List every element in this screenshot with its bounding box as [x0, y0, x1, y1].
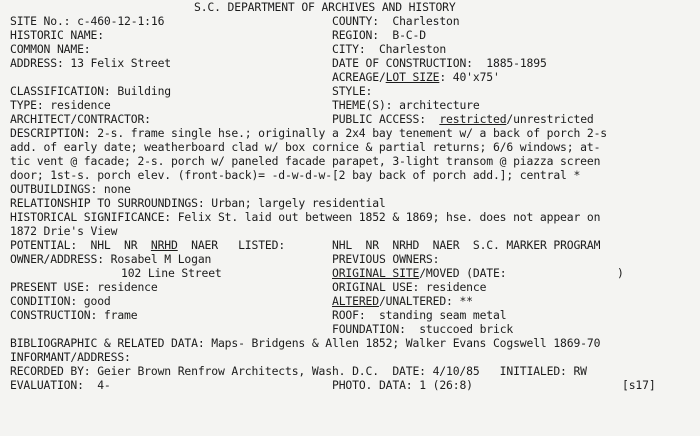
original-site-close: )	[617, 266, 624, 280]
description-line: DESCRIPTION: 2-s. frame single hse.; originally a 2x4 bay tenement w/ a back of porch 2-s	[10, 126, 607, 140]
present-use: PRESENT USE: residence	[10, 280, 158, 294]
date-of-construction: DATE OF CONSTRUCTION: 1885-1895	[332, 56, 547, 70]
description-line: add. of early date; weatherboard clad w/ box cornice & partial returns; 6/6 windows; at-	[10, 140, 601, 154]
foundation: FOUNDATION: stuccoed brick	[332, 322, 514, 336]
historic-name: HISTORIC NAME:	[10, 28, 104, 42]
city: CITY: Charleston	[332, 42, 447, 56]
site-number: SITE No.: c-460-12-1:16	[10, 14, 165, 28]
photo-data: PHOTO. DATA: 1 (26:8)	[332, 378, 473, 392]
construction: CONSTRUCTION: frame	[10, 308, 138, 322]
common-name: COMMON NAME:	[10, 42, 91, 56]
recorded-by: RECORDED BY: Geier Brown Renfrow Architects, Wash. D.C. DATE: 4/10/85 INITIALED: RW	[10, 364, 587, 378]
relationship-to-surroundings: RELATIONSHIP TO SURROUNDINGS: Urban; largely residential	[10, 196, 386, 210]
themes: THEME(S): architecture	[332, 98, 480, 112]
listed: NHL NR NRHD NAER S.C. MARKER PROGRAM	[332, 238, 601, 252]
style: STYLE:	[332, 84, 373, 98]
form-title: S.C. DEPARTMENT OF ARCHIVES AND HISTORY	[194, 0, 456, 14]
historical-significance-line: HISTORICAL SIGNIFICANCE: Felix St. laid out between 1852 & 1869; hse. does not appear on	[10, 210, 601, 224]
condition: CONDITION: good	[10, 294, 111, 308]
potential: POTENTIAL: NHL NR NRHD NAER LISTED:	[10, 238, 286, 252]
owner-address: OWNER/ADDRESS: Rosabel M Logan	[10, 252, 212, 266]
roof: ROOF: standing seam metal	[332, 308, 507, 322]
outbuildings: OUTBUILDINGS: none	[10, 182, 131, 196]
informant-address: INFORMANT/ADDRESS:	[10, 350, 131, 364]
type: TYPE: residence	[10, 98, 111, 112]
previous-owners: PREVIOUS OWNERS:	[332, 252, 440, 266]
altered-unaltered: ALTERED/UNALTERED: **	[332, 294, 473, 308]
bibliographic-data: BIBLIOGRAPHIC & RELATED DATA: Maps- Bridgens & Allen 1852; Walker Evans Cogswell 1869-70	[10, 336, 601, 350]
original-site-moved: ORIGINAL SITE/MOVED (DATE:	[332, 266, 507, 280]
historical-significance-line: 1872 Drie's View	[10, 224, 118, 238]
evaluation: EVALUATION: 4-	[10, 378, 111, 392]
region: REGION: B-C-D	[332, 28, 426, 42]
county: COUNTY: Charleston	[332, 14, 460, 28]
classification: CLASSIFICATION: Building	[10, 84, 171, 98]
acreage-lot-size: ACREAGE/LOT SIZE: 40'x75'	[332, 70, 500, 84]
original-use: ORIGINAL USE: residence	[332, 280, 487, 294]
public-access: PUBLIC ACCESS: restricted/unrestricted	[332, 112, 594, 126]
architect-contractor: ARCHITECT/CONTRACTOR:	[10, 112, 151, 126]
description-line: tic vent @ facade; 2-s. porch w/ paneled facade parapet, 3-light transom @ piazza screen	[10, 154, 601, 168]
description-line: door; 1st-s. porch elev. (front-back)= -d-w-d-w-[2 bay back of porch add.]; central *	[10, 168, 581, 182]
address: ADDRESS: 13 Felix Street	[10, 56, 171, 70]
owner-address-line2: 102 Line Street	[121, 266, 222, 280]
page-reference: [s17]	[622, 378, 656, 392]
